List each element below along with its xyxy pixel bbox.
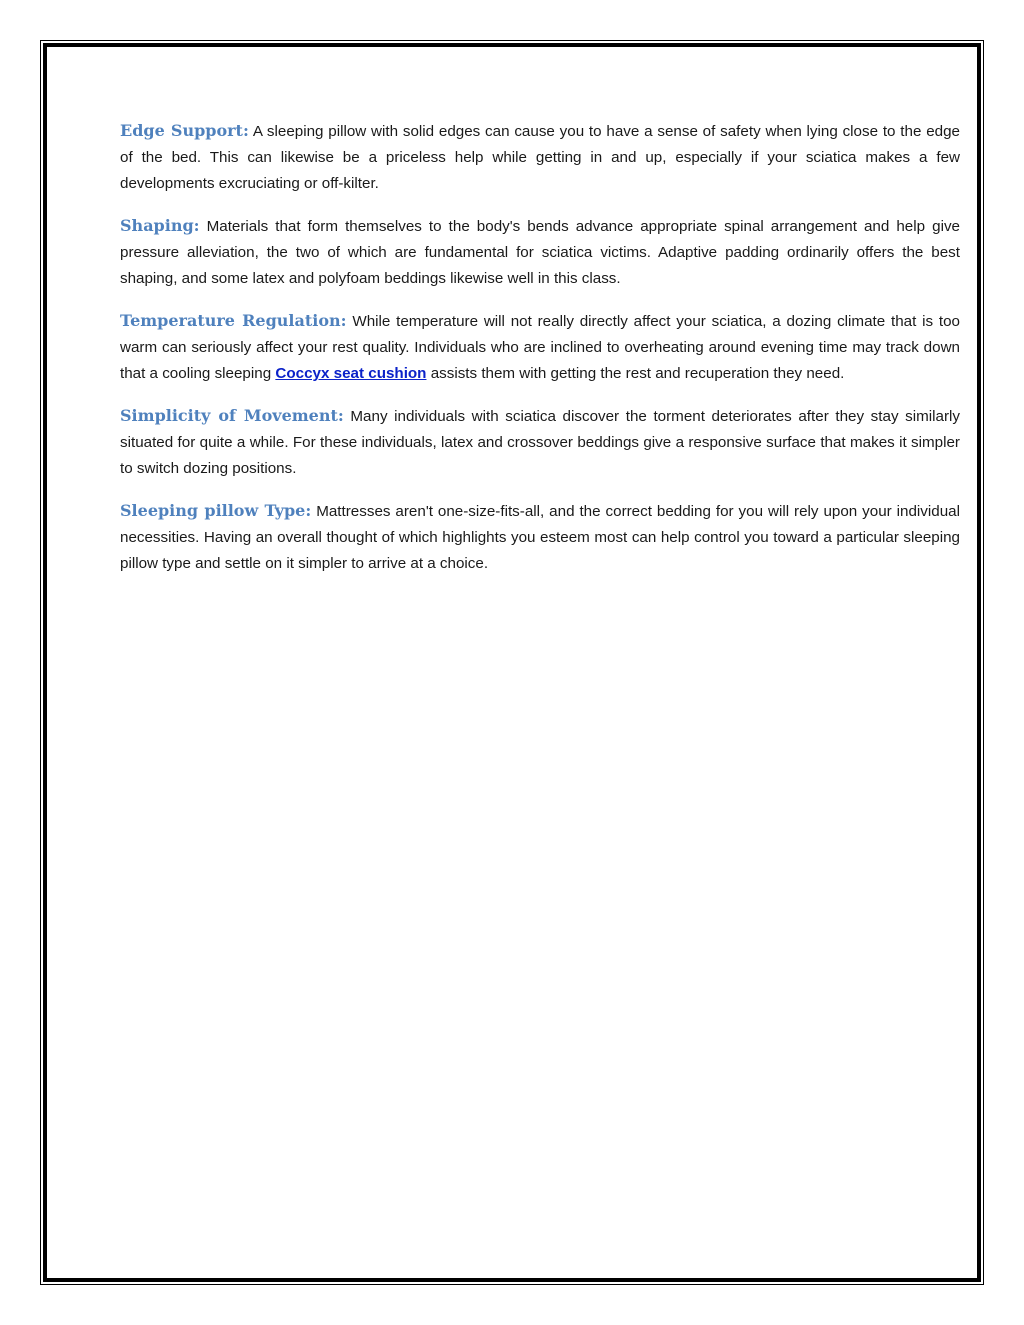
section-sleeping-pillow-type: [120, 498, 960, 577]
section-heading: Edge Support:: [120, 121, 249, 140]
section-heading: Sleeping pillow Type:: [120, 501, 312, 520]
section-temperature-regulation: [120, 308, 960, 387]
section-shaping: [120, 213, 960, 292]
section-text: assists them with getting the rest and recuperation they need.: [426, 365, 845, 382]
section-edge-support: [120, 118, 960, 197]
section-text: Mattresses aren't one-size-fits-all, and the correct bedding for you will rely upon your individual necessities. Having an overall thought of which highlights you esteem most can help control you toward a particular sleeping pillow type and settle on it simpler to arrive at a choice.: [120, 503, 960, 572]
section-simplicity-of-movement: [120, 403, 960, 482]
section-text: A sleeping pillow with solid edges can cause you to have a sense of safety when lying close to the edge of the bed. This can likewise be a priceless help while getting in and up, especially if your sciatica makes a few developments excruciating or off-kilter.: [120, 123, 960, 192]
section-heading: Simplicity of Movement:: [120, 406, 344, 425]
section-heading: Shaping:: [120, 216, 200, 235]
section-text: Materials that form themselves to the body's bends advance appropriate spinal arrangement and help give pressure alleviation, the two of which are fundamental for sciatica victims. Adaptive padding ordinarily offers the best shaping, and some latex and polyfoam beddings likewise well in this class.: [120, 218, 960, 287]
coccyx-seat-cushion-link[interactable]: Coccyx seat cushion: [275, 365, 427, 382]
section-heading: Temperature Regulation:: [120, 311, 347, 330]
document-body: [120, 118, 960, 593]
section-text: Many individuals with sciatica discover the torment deteriorates after they stay similarly situated for quite a while. For these individuals, latex and crossover beddings give a responsive surface that makes it simpler to switch dozing positions.: [120, 408, 960, 477]
section-text: While temperature will not really directly affect your sciatica, a dozing climate that is too warm can seriously affect your rest quality. Individuals who are inclined to overheating around evening time may track down that a cooling sleeping: [120, 313, 961, 382]
